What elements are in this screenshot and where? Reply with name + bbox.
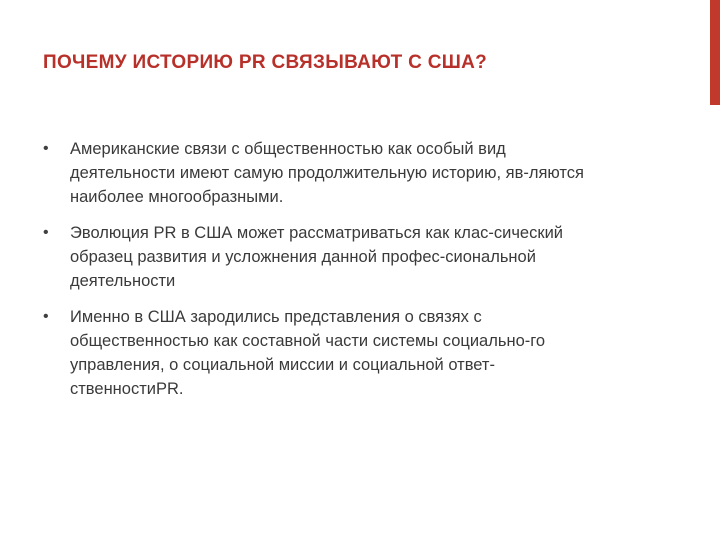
bullet-icon: • <box>43 308 49 325</box>
bullet-text: Эволюция PR в США может рассматриваться как клас-сический образец развития и усложнения данной профес-сиональной деятельности <box>70 224 564 290</box>
list-item <box>43 221 603 293</box>
list-item <box>43 305 603 401</box>
accent-bar <box>710 0 720 105</box>
slide-title: ПОЧЕМУ ИСТОРИЮ PR СВЯЗЫВАЮТ С США? <box>43 52 488 73</box>
bullet-list <box>43 137 603 413</box>
bullet-text: Именно в США зародились представления о связях с общественностью как составной части системы социально-го управления, о социальной миссии и социальной ответ-ственностиPR. <box>70 308 546 398</box>
bullet-icon: • <box>43 140 49 157</box>
bullet-icon: • <box>43 224 49 241</box>
bullet-text: Американские связи с общественностью как особый вид деятельности имеют самую продолжительную историю, яв-ляются наиболее многообразными. <box>70 140 584 206</box>
list-item <box>43 137 603 209</box>
